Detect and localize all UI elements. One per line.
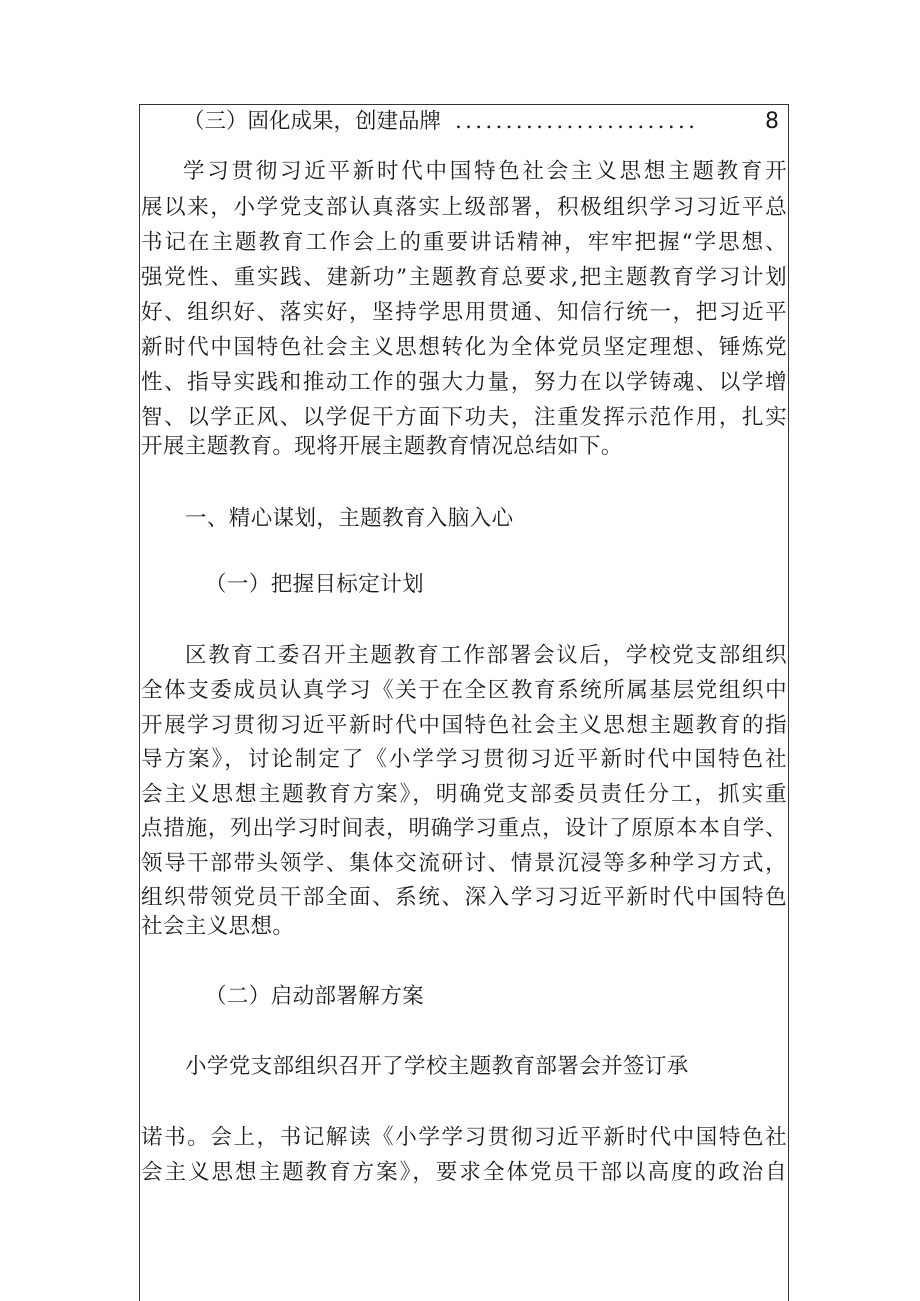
subsection-heading: （二）启动部署解方案 bbox=[205, 984, 425, 1009]
intro-line: 好、组织好、落实好，坚持学思用贯通、知信行统一，把习近平 bbox=[141, 300, 787, 325]
intro-line: 书记在主题教育工作会上的重要讲话精神，牢牢把握“学思想、 bbox=[141, 230, 787, 255]
section-heading: 一、精心谋划，主题教育入脑入心 bbox=[185, 506, 514, 531]
body-line: 区教育工委召开主题教育工作部署会议后，学校党支部组织 bbox=[185, 643, 787, 668]
toc-entry[interactable] bbox=[183, 107, 783, 137]
intro-line: 性、指导实践和推动工作的强大力量，努力在以学铸魂、以学增 bbox=[141, 370, 787, 395]
intro-line: 智、以学正风、以学促干方面下功夫，注重发挥示范作用，扎实 bbox=[141, 405, 787, 430]
body-line: 诺书。会上，书记解读《小学学习贯彻习近平新时代中国特色社 bbox=[141, 1125, 787, 1150]
body-line: 领导干部带头领学、集体交流研讨、情景沉浸等多种学习方式， bbox=[141, 851, 787, 876]
intro-line: 学习贯彻习近平新时代中国特色社会主义思想主题教育开 bbox=[183, 159, 787, 184]
toc-page-number: 8 bbox=[765, 109, 779, 134]
intro-line: 强党性、重实践、建新功”主题教育总要求,把主题教育学习计划 bbox=[141, 265, 787, 290]
intro-line: 开展主题教育。现将开展主题教育情况总结如下。 bbox=[141, 434, 623, 459]
body-line: 全体支委成员认真学习《关于在全区教育系统所属基层党组织中 bbox=[141, 678, 787, 703]
body-line: 开展学习贯彻习近平新时代中国特色社会主义思想主题教育的指 bbox=[141, 713, 787, 738]
subsection-heading: （一）把握目标定计划 bbox=[205, 572, 425, 597]
body-line: 组织带领党员干部全面、系统、深入学习习近平新时代中国特色 bbox=[141, 885, 787, 910]
intro-line: 展以来，小学党支部认真落实上级部署，积极组织学习习近平总 bbox=[141, 195, 787, 220]
toc-leader-dots: ........................ bbox=[455, 109, 699, 134]
toc-entry-title: （三）固化成果，创建品牌 bbox=[183, 109, 442, 134]
body-line: 点措施，列出学习时间表，明确学习重点，设计了原原本本自学、 bbox=[141, 816, 787, 841]
intro-line: 新时代中国特色社会主义思想转化为全体党员坚定理想、锤炼党 bbox=[141, 335, 787, 360]
body-line: 会主义思想主题教育方案》，明确党支部委员责任分工，抓实重 bbox=[141, 782, 787, 807]
body-line: 小学党支部组织召开了学校主题教育部署会并签订承 bbox=[185, 1054, 689, 1079]
body-line: 导方案》，讨论制定了《小学学习贯彻习近平新时代中国特色社 bbox=[141, 747, 787, 772]
body-line: 社会主义思想。 bbox=[141, 914, 295, 939]
body-line: 会主义思想主题教育方案》，要求全体党员干部以高度的政治自 bbox=[141, 1160, 787, 1185]
